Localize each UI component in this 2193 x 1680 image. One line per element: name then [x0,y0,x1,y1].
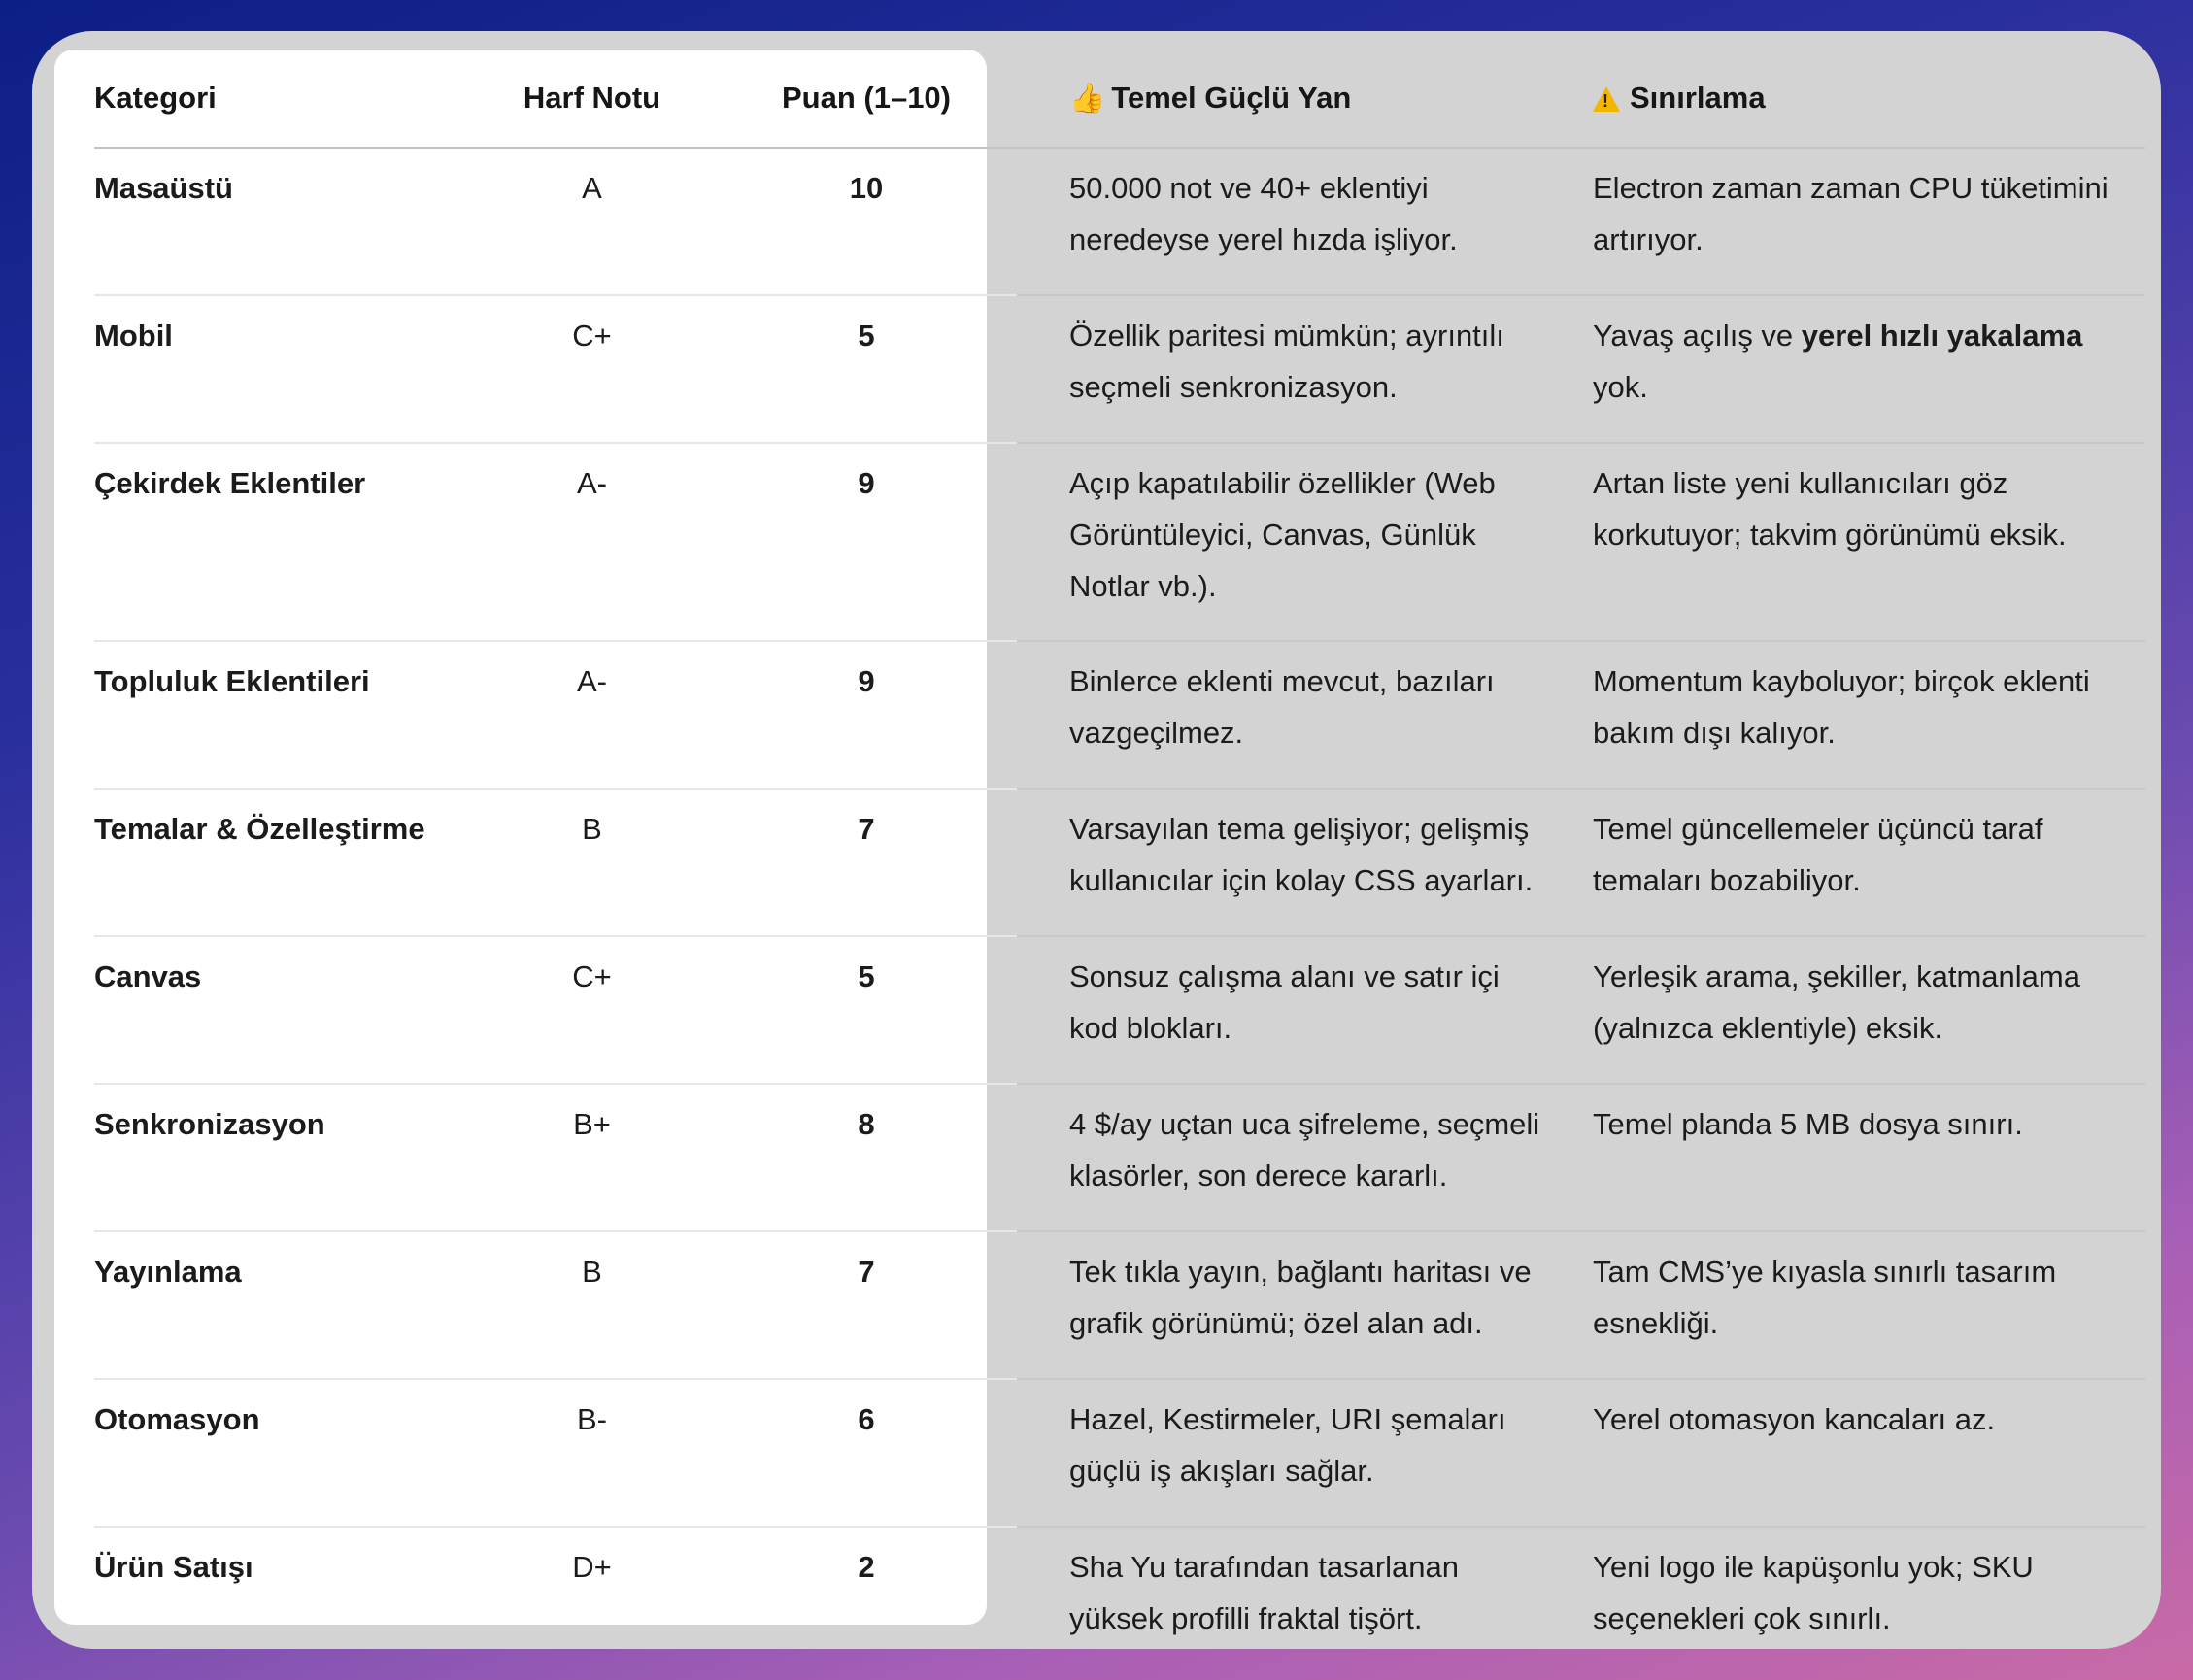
row-limitation: Yeni logo ile kapüşonlu yok; SKU seçenekleri çok sınırlı. [1593,1550,2034,1635]
row-category: Otomasyon [94,1379,468,1527]
row-strength: Varsayılan tema gelişiyor; gelişmiş kullanıcılar için kolay CSS ayarları. [1017,789,1564,936]
table-row [94,641,2145,789]
header-strength [1017,50,1564,148]
table-row [94,936,2145,1084]
row-limitation: Temel güncellemeler üçüncü taraf temaları bozabiliyor. [1564,789,2145,936]
rating-table-container [94,50,2145,1649]
row-grade: B [468,789,716,936]
row-limitation: Yerel otomasyon kancaları az. [1564,1379,2145,1527]
row-grade: A [468,148,716,295]
row-limitation: Temel planda 5 MB dosya sınırı. [1564,1084,2145,1231]
row-category: Topluluk Eklentileri [94,641,468,789]
row-category: Çekirdek Eklentiler [94,443,468,641]
row-score: 7 [716,1231,1017,1379]
row-grade: A- [468,641,716,789]
table-row [94,1379,2145,1527]
row-limitation-text: Yavaş açılış ve [1593,319,1802,353]
row-limitation: Tam CMS’ye kıyasla sınırlı tasarım esnekliği. [1564,1231,2145,1379]
row-limitation: Momentum kayboluyor; birçok eklenti bakım dışı kalıyor. [1564,641,2145,789]
row-category: Temalar & Özelleştirme [94,789,468,936]
row-limitation: Yerleşik arama, şekiller, katmanlama (yalnızca eklentiyle) eksik. [1564,936,2145,1084]
row-score: 9 [716,443,1017,641]
table-row [94,443,2145,641]
table-row [94,789,2145,936]
table-row [94,1527,2145,1649]
row-strength: Özellik paritesi mümkün; ayrıntılı seçmeli senkronizasyon. [1017,295,1564,443]
row-category: Canvas [94,936,468,1084]
header-limitation-label: Sınırlama [1630,81,1766,115]
header-grade: Harf Notu [468,50,716,148]
row-score: 6 [716,1379,1017,1527]
row-limitation-emphasis: yerel hızlı yakalama [1801,319,2083,353]
row-limitation: Electron zaman zaman CPU tüketimini artırıyor. [1564,148,2145,295]
row-strength: 50.000 not ve 40+ eklentiyi neredeyse yerel hızda işliyor. [1017,148,1564,295]
table-row [94,295,2145,443]
row-grade: B- [468,1379,716,1527]
row-grade: C+ [468,936,716,1084]
row-category: Senkronizasyon [94,1084,468,1231]
row-strength: Sha Yu tarafından tasarlanan yüksek profilli fraktal tişört. [1069,1550,1460,1635]
row-category: Masaüstü [94,148,468,295]
row-grade: C+ [468,295,716,443]
table-row [94,1084,2145,1231]
header-strength-label: Temel Güçlü Yan [1111,81,1352,115]
row-limitation-text-end: yok. [1593,370,1648,404]
row-category: Yayınlama [94,1231,468,1379]
row-score: 2 [858,1550,875,1584]
row-score: 10 [716,148,1017,295]
rating-table [94,50,2145,1649]
header-score: Puan (1–10) [716,50,1017,148]
row-score: 7 [716,789,1017,936]
row-strength: Hazel, Kestirmeler, URI şemaları güçlü iş akışları sağlar. [1017,1379,1564,1527]
header-limitation [1564,50,2145,148]
row-strength: Tek tıkla yayın, bağlantı haritası ve grafik görünümü; özel alan adı. [1017,1231,1564,1379]
row-strength: 4 $/ay uçtan uca şifreleme, seçmeli klasörler, son derece kararlı. [1017,1084,1564,1231]
row-strength: Binlerce eklenti mevcut, bazıları vazgeçilmez. [1017,641,1564,789]
thumbs-up-icon: 👍 [1069,83,1106,115]
row-limitation [1564,295,2145,443]
row-grade: A- [468,443,716,641]
table-header-row [94,50,2145,148]
table-row [94,148,2145,295]
row-strength: Açıp kapatılabilir özellikler (Web Görüntüleyici, Canvas, Günlük Notlar vb.). [1017,443,1564,641]
row-score: 8 [716,1084,1017,1231]
row-grade: B+ [468,1084,716,1231]
row-score: 5 [716,936,1017,1084]
row-grade: B [468,1231,716,1379]
warning-icon [1593,86,1620,112]
row-strength: Sonsuz çalışma alanı ve satır içi kod blokları. [1017,936,1564,1084]
row-score: 9 [716,641,1017,789]
header-category: Kategori [94,50,468,148]
row-score: 5 [716,295,1017,443]
row-grade: D+ [572,1550,612,1584]
row-limitation: Artan liste yeni kullanıcıları göz korkutuyor; takvim görünümü eksik. [1564,443,2145,641]
row-category: Mobil [94,295,468,443]
row-category: Ürün Satışı [94,1550,253,1584]
rating-card [32,31,2161,1649]
table-row [94,1231,2145,1379]
